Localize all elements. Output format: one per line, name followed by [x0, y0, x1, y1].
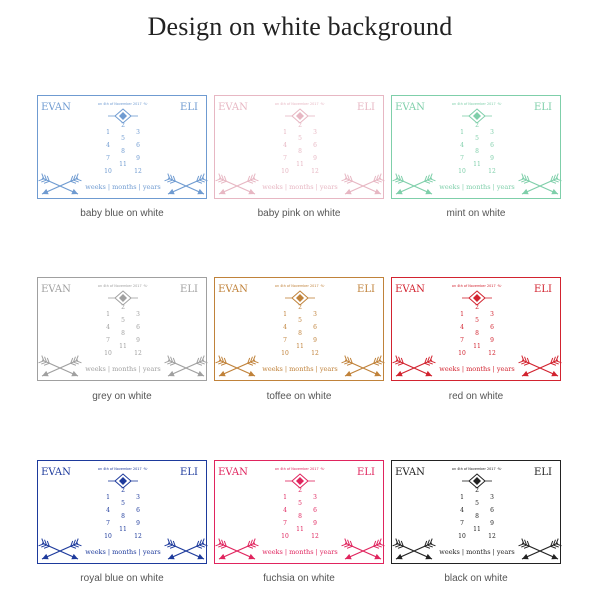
milestone-number: 8	[475, 330, 479, 337]
milestone-number: 7	[106, 520, 110, 527]
milestone-number: 3	[490, 494, 494, 501]
milestone-number: 3	[313, 129, 317, 136]
milestone-number: 4	[106, 324, 110, 331]
milestone-number: 2	[475, 487, 479, 494]
card-artwork	[38, 278, 208, 382]
variant-caption: grey on white	[92, 391, 152, 402]
crossed-arrows-right-icon	[165, 174, 208, 195]
milestone-number: 11	[296, 343, 304, 350]
milestone-number: 4	[460, 142, 464, 149]
footer-label: weeks | months | years	[85, 365, 161, 373]
variant-caption: toffee on white	[266, 391, 332, 402]
diamond-emblem-icon	[285, 474, 315, 488]
milestone-number: 2	[298, 304, 302, 311]
crossed-arrows-left-icon	[216, 539, 259, 560]
name-left: EVAN	[218, 102, 248, 113]
diamond-emblem-icon	[285, 109, 315, 123]
diamond-emblem-icon	[285, 291, 315, 305]
footer-label: weeks | months | years	[262, 183, 338, 191]
name-right: ELI	[534, 467, 552, 478]
diamond-emblem-icon	[108, 109, 138, 123]
milestone-number: 1	[106, 311, 110, 318]
milestone-number: 9	[490, 337, 494, 344]
variant-caption: red on white	[448, 391, 504, 402]
footer-label: weeks | months | years	[85, 183, 161, 191]
milestone-number: 10	[281, 168, 289, 175]
page-title: Design on white background	[147, 12, 453, 41]
footer-label: weeks | months | years	[262, 548, 338, 556]
crossed-arrows-left-icon	[393, 356, 436, 377]
milestone-number: 1	[106, 494, 110, 501]
date-line: on 4th of November 2017 ·%·	[274, 467, 326, 471]
card-artwork	[392, 96, 562, 200]
name-right: ELI	[534, 102, 552, 113]
design-card[interactable]	[37, 95, 207, 199]
milestone-number: 1	[283, 494, 287, 501]
crossed-arrows-left-icon	[393, 174, 436, 195]
name-left: EVAN	[395, 102, 425, 113]
date-line: on 4th of November 2017 ·%·	[451, 102, 503, 106]
milestone-number: 9	[136, 155, 140, 162]
milestone-number: 9	[313, 520, 317, 527]
crossed-arrows-right-icon	[342, 539, 385, 560]
design-card[interactable]	[214, 460, 384, 564]
design-card[interactable]	[37, 277, 207, 381]
milestone-number: 8	[298, 513, 302, 520]
milestone-number: 10	[104, 533, 112, 540]
diamond-emblem-icon	[462, 109, 492, 123]
name-left: EVAN	[41, 102, 71, 113]
milestone-number: 12	[311, 168, 319, 175]
milestone-number: 8	[298, 148, 302, 155]
card-artwork	[215, 278, 385, 382]
milestone-number: 7	[106, 337, 110, 344]
diamond-emblem-icon	[462, 291, 492, 305]
milestone-number: 3	[490, 129, 494, 136]
design-card[interactable]	[391, 95, 561, 199]
milestone-number: 8	[475, 148, 479, 155]
name-right: ELI	[180, 284, 198, 295]
milestone-number: 4	[460, 324, 464, 331]
milestone-number: 12	[488, 168, 496, 175]
date-line: on 4th of November 2017 ·%·	[451, 467, 503, 471]
milestone-number: 3	[136, 311, 140, 318]
milestone-number: 7	[460, 520, 464, 527]
milestone-number: 2	[475, 304, 479, 311]
milestone-number: 2	[475, 122, 479, 129]
name-right: ELI	[180, 467, 198, 478]
milestone-number: 9	[136, 337, 140, 344]
variant-caption: royal blue on white	[80, 573, 164, 584]
milestone-number: 12	[134, 350, 142, 357]
milestone-number: 11	[119, 526, 127, 533]
milestone-number: 11	[473, 161, 481, 168]
milestone-number: 11	[473, 343, 481, 350]
milestone-number: 5	[121, 317, 125, 324]
milestone-number: 10	[458, 350, 466, 357]
milestone-number: 5	[121, 500, 125, 507]
design-card[interactable]	[214, 95, 384, 199]
milestone-number: 12	[311, 533, 319, 540]
milestone-number: 2	[298, 487, 302, 494]
footer-label: weeks | months | years	[439, 548, 515, 556]
milestone-number: 5	[475, 500, 479, 507]
date-line: on 4th of November 2017 ·%·	[274, 102, 326, 106]
milestone-number: 6	[313, 142, 317, 149]
name-right: ELI	[534, 284, 552, 295]
diamond-emblem-icon	[462, 474, 492, 488]
milestone-number: 1	[106, 129, 110, 136]
card-artwork	[215, 461, 385, 565]
crossed-arrows-left-icon	[216, 174, 259, 195]
design-card[interactable]	[214, 277, 384, 381]
milestone-number: 11	[296, 161, 304, 168]
milestone-number: 4	[106, 507, 110, 514]
milestone-number: 9	[313, 155, 317, 162]
design-card[interactable]	[391, 460, 561, 564]
name-left: EVAN	[395, 467, 425, 478]
name-left: EVAN	[41, 467, 71, 478]
milestone-number: 3	[313, 494, 317, 501]
variant-caption: fuchsia on white	[263, 573, 335, 584]
milestone-number: 12	[488, 350, 496, 357]
milestone-number: 10	[458, 168, 466, 175]
name-left: EVAN	[218, 467, 248, 478]
name-left: EVAN	[41, 284, 71, 295]
milestone-number: 4	[283, 142, 287, 149]
diamond-emblem-icon	[108, 291, 138, 305]
variant-caption: baby pink on white	[257, 208, 341, 219]
footer-label: weeks | months | years	[439, 365, 515, 373]
milestone-number: 8	[121, 330, 125, 337]
name-right: ELI	[357, 102, 375, 113]
milestone-number: 9	[136, 520, 140, 527]
crossed-arrows-left-icon	[39, 356, 82, 377]
footer-label: weeks | months | years	[262, 365, 338, 373]
crossed-arrows-left-icon	[216, 356, 259, 377]
milestone-number: 4	[460, 507, 464, 514]
milestone-number: 1	[460, 494, 464, 501]
card-artwork	[215, 96, 385, 200]
name-right: ELI	[357, 467, 375, 478]
crossed-arrows-right-icon	[342, 174, 385, 195]
crossed-arrows-left-icon	[393, 539, 436, 560]
crossed-arrows-left-icon	[39, 539, 82, 560]
milestone-number: 6	[490, 324, 494, 331]
footer-label: weeks | months | years	[85, 548, 161, 556]
milestone-number: 10	[104, 168, 112, 175]
crossed-arrows-right-icon	[342, 356, 385, 377]
card-artwork	[38, 96, 208, 200]
variant-caption: black on white	[444, 573, 508, 584]
milestone-number: 10	[104, 350, 112, 357]
name-right: ELI	[357, 284, 375, 295]
milestone-number: 7	[283, 337, 287, 344]
milestone-number: 6	[136, 142, 140, 149]
milestone-number: 3	[490, 311, 494, 318]
name-left: EVAN	[218, 284, 248, 295]
milestone-number: 8	[121, 148, 125, 155]
milestone-number: 11	[296, 526, 304, 533]
milestone-number: 5	[475, 135, 479, 142]
milestone-number: 10	[458, 533, 466, 540]
milestone-number: 5	[298, 135, 302, 142]
milestone-number: 7	[283, 520, 287, 527]
milestone-number: 3	[136, 129, 140, 136]
milestone-number: 2	[121, 487, 125, 494]
milestone-number: 2	[298, 122, 302, 129]
milestone-number: 1	[283, 311, 287, 318]
design-card[interactable]	[37, 460, 207, 564]
variant-caption: baby blue on white	[80, 208, 164, 219]
crossed-arrows-right-icon	[519, 539, 562, 560]
milestone-number: 10	[281, 350, 289, 357]
milestone-number: 7	[283, 155, 287, 162]
variant-caption: mint on white	[446, 208, 506, 219]
milestone-number: 6	[136, 507, 140, 514]
date-line: on 4th of November 2017 ·%·	[97, 102, 149, 106]
milestone-number: 12	[488, 533, 496, 540]
milestone-number: 12	[311, 350, 319, 357]
date-line: on 4th of November 2017 ·%·	[274, 284, 326, 288]
milestone-number: 4	[106, 142, 110, 149]
milestone-number: 2	[121, 122, 125, 129]
milestone-number: 2	[121, 304, 125, 311]
milestone-number: 8	[121, 513, 125, 520]
milestone-number: 3	[136, 494, 140, 501]
milestone-number: 5	[121, 135, 125, 142]
milestone-number: 6	[490, 142, 494, 149]
milestone-number: 4	[283, 324, 287, 331]
milestone-number: 6	[136, 324, 140, 331]
milestone-number: 7	[106, 155, 110, 162]
date-line: on 4th of November 2017 ·%·	[97, 467, 149, 471]
milestone-number: 1	[460, 129, 464, 136]
card-artwork	[392, 278, 562, 382]
milestone-number: 6	[313, 324, 317, 331]
milestone-number: 7	[460, 337, 464, 344]
milestone-number: 5	[298, 500, 302, 507]
milestone-number: 9	[490, 520, 494, 527]
crossed-arrows-right-icon	[519, 174, 562, 195]
milestone-number: 9	[490, 155, 494, 162]
date-line: on 4th of November 2017 ·%·	[451, 284, 503, 288]
milestone-number: 6	[490, 507, 494, 514]
milestone-number: 6	[313, 507, 317, 514]
crossed-arrows-left-icon	[39, 174, 82, 195]
milestone-number: 8	[298, 330, 302, 337]
footer-label: weeks | months | years	[439, 183, 515, 191]
card-artwork	[38, 461, 208, 565]
milestone-number: 3	[313, 311, 317, 318]
crossed-arrows-right-icon	[165, 356, 208, 377]
milestone-number: 7	[460, 155, 464, 162]
milestone-number: 12	[134, 168, 142, 175]
milestone-number: 1	[460, 311, 464, 318]
diamond-emblem-icon	[108, 474, 138, 488]
milestone-number: 4	[283, 507, 287, 514]
milestone-number: 8	[475, 513, 479, 520]
milestone-number: 11	[119, 161, 127, 168]
name-right: ELI	[180, 102, 198, 113]
milestone-number: 11	[119, 343, 127, 350]
milestone-number: 11	[473, 526, 481, 533]
milestone-number: 5	[475, 317, 479, 324]
milestone-number: 5	[298, 317, 302, 324]
date-line: on 4th of November 2017 ·%·	[97, 284, 149, 288]
crossed-arrows-right-icon	[519, 356, 562, 377]
name-left: EVAN	[395, 284, 425, 295]
card-artwork	[392, 461, 562, 565]
milestone-number: 12	[134, 533, 142, 540]
milestone-number: 1	[283, 129, 287, 136]
milestone-number: 10	[281, 533, 289, 540]
design-card[interactable]	[391, 277, 561, 381]
milestone-number: 9	[313, 337, 317, 344]
crossed-arrows-right-icon	[165, 539, 208, 560]
